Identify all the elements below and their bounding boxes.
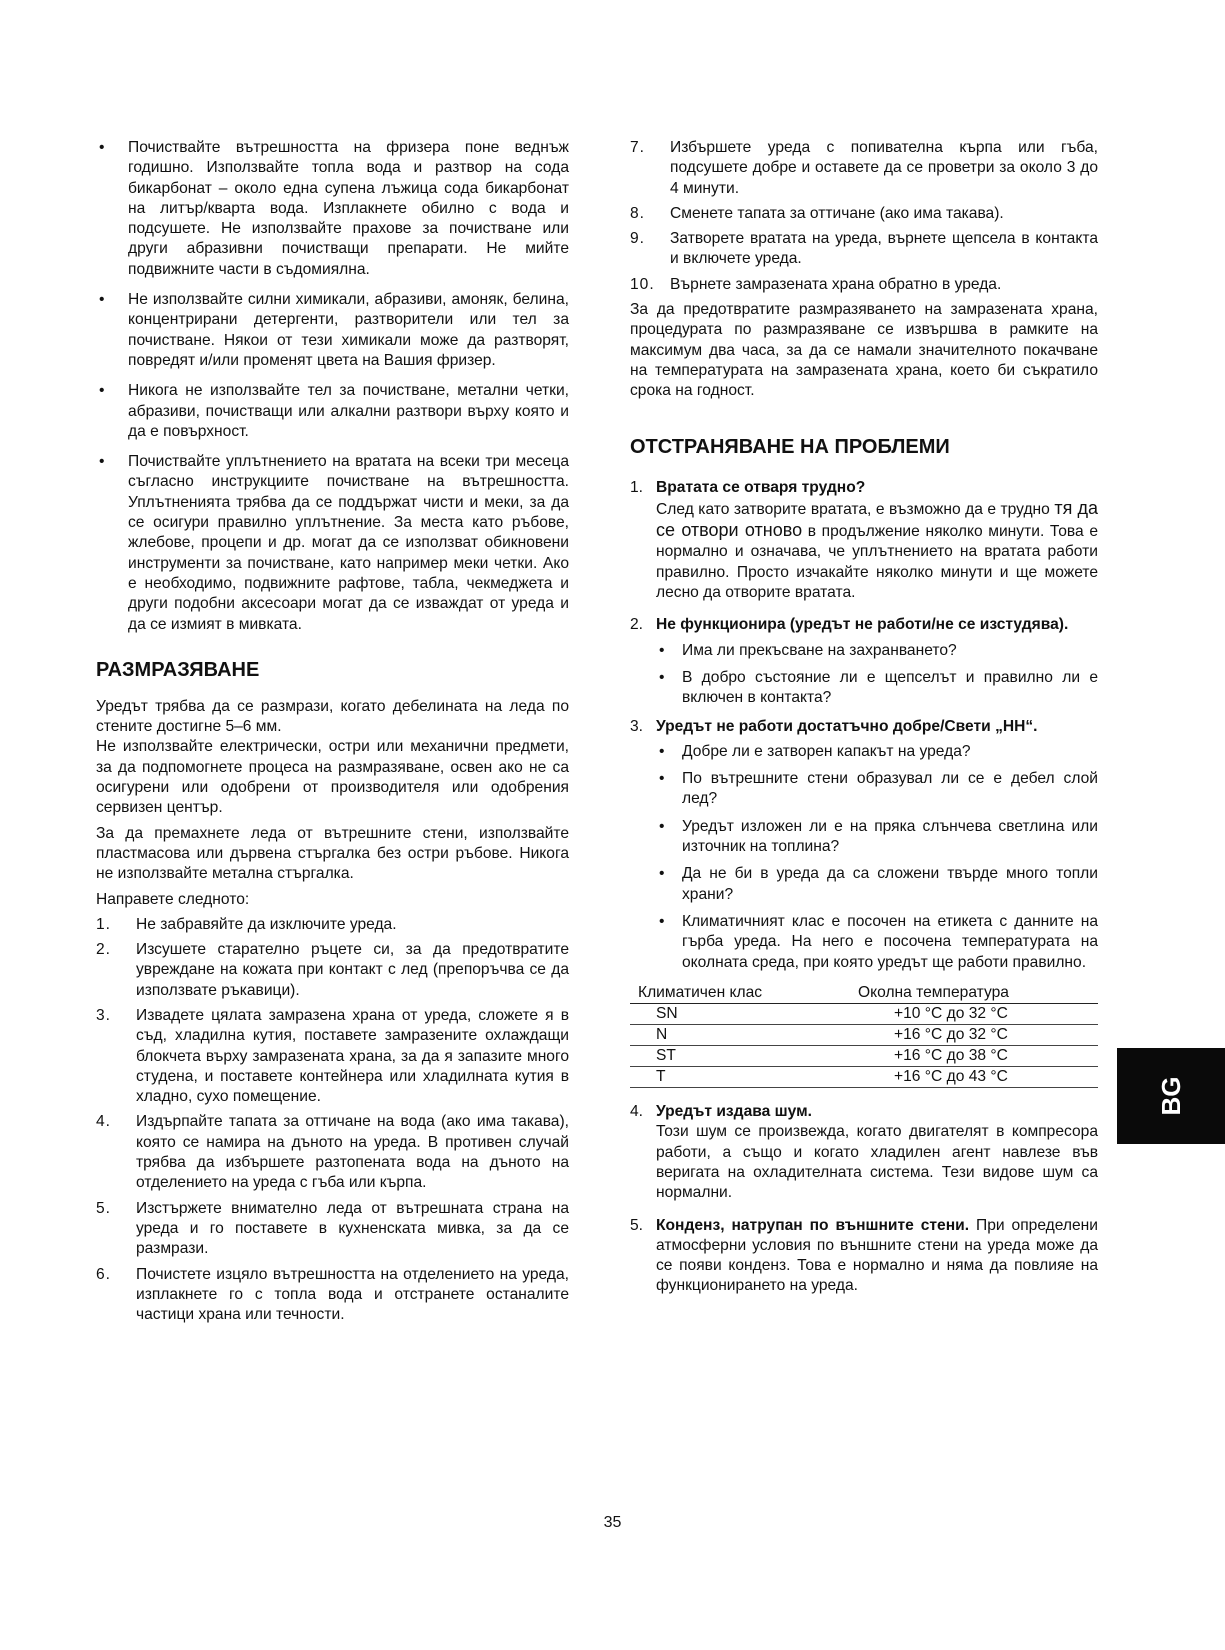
cleaning-bullet: • Почиствайте уплътнението на вратата на всеки три месеца съгласно инструкциите почистване на вътрешността. Уплътненията трябва да се поддържат чисти и меки, за да се осигури правилно уплътнение. За места като ръбове, жлебове, процепи и др. могат да се използват обикновени инструменти за почистване, като например меки четки. Ако е необходимо, подвижните рафтове, табла, чекмеджета и други подобни аксесоари могат да се изваждат от уреда и да се измият в мивката. [96,452,569,635]
step-number: 7. [630,139,646,156]
problem-item [630,615,1098,708]
defrost-step [96,915,569,935]
step-number: 1. [96,915,112,933]
table-row [630,1004,1098,1025]
problem-text: Този шум се произвежда, когато двигателят в компресора работи, а също и когато хладилен агент навлезе във веригата на охладителната система. Тези видове шум са нормални. [656,1123,1098,1202]
step-text: Затворете вратата на уреда, върнете щепсела в контакта и включете уреда. [670,230,1098,268]
table-row [630,1046,1098,1067]
problem-number: 5. [630,1216,644,1234]
problem-number: 3. [630,717,644,735]
defrost-step [630,138,1098,199]
problem-title: Уредът издава шум. [656,1103,812,1121]
table-header-class: Климатичен клас [630,983,838,1004]
defrost-step [96,1265,569,1326]
problem-title: Уредът не работи достатъчно добре/Свети „HH“. [656,717,1038,735]
defrost-step [96,1006,569,1107]
language-tab-label: BG [1155,1076,1186,1116]
cleaning-bullet: • Не използвайте силни химикали, абразиви, амоняк, белина, концентрирани детергенти, разтворители или тел за почистване. Някои от тези химикали може да разтворят, повредят и/или променят цвета на Вашия фризер. [96,290,569,371]
table-row [630,1067,1098,1088]
temperature-cell: +16 °C до 38 °C [838,1046,1098,1067]
problem-title: Конденз, натрупан по външните стени. [656,1216,970,1234]
step-number: 8. [630,204,646,222]
defrost-step [96,1112,569,1193]
step-text: Извадете цялата замразена храна от уреда, сложете я в съд, хладилна кутия, поставете замразените охлаждащи блокчета върху замразената храна, за да я запазите много студена, и поставете контейнера или хладилната кутия в хладно, сухо помещение. [136,1006,569,1106]
defrost-step [630,229,1098,270]
defrost-paragraph: Направете следното: [96,890,250,908]
check-bullet: • Добре ли е затворен капакът на уреда? [656,742,1098,762]
check-bullet: • Климатичният клас е посочен на етикета с данните на гърба уреда. На него е посочена температурата на околната среда, при която уредът ще работи правилно. [656,912,1098,973]
check-bullet: • Уредът изложен ли е на пряка слънчева светлина или източник на топлина? [656,817,1098,858]
climate-class-cell: SN [630,1004,838,1025]
defrost-paragraph: Не използвайте електрически, остри или механични предмети, за да подпомогнете процеса на размразяване, освен ако не са осигурени или одобрени от производителя или одобрения сервизен център. [96,738,569,817]
troubleshooting-heading: ОТСТРАНЯВАНЕ НА ПРОБЛЕМИ [630,435,950,458]
step-text: Почистете изцяло вътрешността на отделението на уреда, изплакнете го с топла вода и отстранете останалите частици храна или течности. [136,1265,569,1324]
problem-item [630,717,1098,973]
defrost-step [96,1199,569,1260]
climate-class-cell: T [630,1067,838,1088]
climate-class-table [630,983,1098,1088]
check-bullet: • В добро състояние ли е щепселът и правилно ли е включен в контакта? [656,668,1098,709]
step-number: 4. [96,1113,112,1131]
problem-item [630,478,1098,604]
problem-text: в продължение няколко минути. Това е нормално и означава, че уплътнението на вратата работи правилно. Просто изчакайте няколко минути и ще можете лесно да отворите вратата. [656,523,1098,602]
language-tab [1117,1048,1225,1144]
problem-title: Вратата се отваря трудно? [656,478,866,496]
step-text: Издърпайте тапата за оттичане на вода (ако има такава), която се намира на дъното на уреда. В противен случай трябва да избършете разтопената вода на дъното на отделението на уреда с гъба или кърпа. [136,1113,569,1192]
defrost-note: За да предотвратите размразяването на замразената храна, процедурата по размразяване се извършва в рамките на максимум два часа, за да се намали значителното покачване на температурата на замразената храна, което би съкратило срока на годност. [630,301,1098,400]
problem-item [630,1216,1098,1297]
step-number: 9. [630,230,646,248]
table-row [630,1025,1098,1046]
check-bullet: • Да не би в уреда да са сложени твърде много топли храни? [656,864,1098,905]
cleaning-bullet: • Никога не използвайте тел за почистване, метални четки, абразиви, почистващи или алкални разтвори върху която и да е повърхност. [96,381,569,442]
step-number: 2. [96,941,112,959]
problem-number: 1. [630,478,644,496]
step-text: Сменете тапата за оттичане (ако има такава). [670,204,1004,222]
defrost-step [630,204,1098,224]
step-text: Изстържете внимателно леда от вътрешната страна на уреда и го поставете в кухненската мивка, за да се размрази. [136,1199,569,1258]
left-column [96,138,569,1330]
step-number: 10. [630,275,655,293]
step-number: 6. [96,1265,112,1283]
step-number: 5. [96,1199,112,1217]
step-text: Избършете уреда с попивателна кърпа или гъба, подсушете добре и оставете да се проветри за около 3 до 4 минути. [670,139,1098,197]
temperature-cell: +16 °C до 32 °C [838,1025,1098,1046]
problem-text-large: тя да се отвори отново [656,497,1098,541]
temperature-cell: +16 °C до 43 °C [838,1067,1098,1088]
defrost-heading: РАЗМРАЗЯВАНЕ [96,658,260,681]
problem-text: При определени атмосферни условия по външните стени на уреда може да се появи конденз. Това е нормално и няма да повлияе на функционирането на уреда. [656,1216,1098,1295]
temperature-cell: +10 °C до 32 °C [838,1004,1098,1025]
defrost-paragraph: Уредът трябва да се размрази, когато дебелината на леда по стените достигне 5–6 мм. [96,697,569,736]
right-column [630,138,1098,1301]
problem-title: Не функционира (уредът не работи/не се изстудява). [656,616,1069,634]
step-text: Изсушете старателно ръцете си, за да предотвратите увреждане на кожата при контакт с лед (препоръчва се да използвате ръкавици). [136,941,569,999]
step-text: Върнете замразената храна обратно в уреда. [670,275,1002,293]
climate-class-cell: N [630,1025,838,1046]
table-header-temperature: Околна температура [838,983,1098,1004]
problem-text: След като затворите вратата, е възможно да е трудно [656,500,1050,518]
check-bullet: • По вътрешните стени образувал ли се е дебел слой лед? [656,769,1098,810]
cleaning-bullet: • Почиствайте вътрешността на фризера поне веднъж годишно. Използвайте топла вода и разтвор на сода бикарбонат – около една супена лъжица сода бикарбонат на литър/кварта вода. Изплакнете обилно с вода и подсушете. Не използвайте прахове за почистване или други абразивни почистващи препарати. Не мийте подвижните части в съдомиялна. [96,138,569,280]
check-bullet: • Има ли прекъсване на захранването? [656,641,1098,661]
table-header-row [630,983,1098,1004]
defrost-step [630,275,1098,295]
defrost-paragraph: За да премахнете леда от вътрешните стени, използвайте пластмасова или дървена стъргалка без остри ръбове. Никога не използвайте метална стъргалка. [96,824,569,883]
problem-number: 2. [630,616,644,634]
climate-class-cell: ST [630,1046,838,1067]
problem-number: 4. [630,1103,644,1121]
step-text: Не забравяйте да изключите уреда. [136,915,397,933]
page-number: 35 [603,1514,622,1531]
defrost-step [96,940,569,1001]
problem-item [630,1102,1098,1203]
step-number: 3. [96,1006,112,1024]
